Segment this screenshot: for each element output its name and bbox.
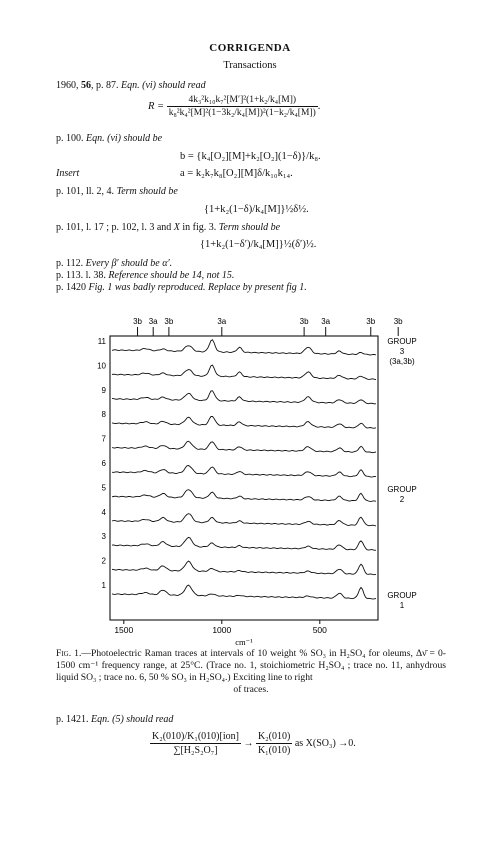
group-label: (3a,3b): [389, 357, 415, 366]
band-label: 3b: [133, 317, 142, 326]
trace-number: 9: [101, 385, 106, 395]
raman-traces: [112, 340, 376, 599]
correction-7: p. 113. l. 38. Reference should be 14, not 15.: [56, 270, 235, 281]
equation-b: b = {k₄[O₂][M]+k₂[O₂](1−δ)}/k₈.: [180, 151, 321, 162]
raman-trace: [112, 537, 376, 550]
trace-number: 2: [101, 556, 106, 566]
band-label: 3a: [321, 317, 331, 326]
x-tick-label: 500: [312, 625, 327, 635]
equation-term-1: {1+k₂(1−δ)/k₄[M]}½δ½.: [204, 204, 309, 215]
correction-2-ref: p. 100. Eqn. (vi) should be: [56, 133, 163, 144]
group-labels: [387, 337, 416, 610]
trace-number: 1: [101, 581, 106, 590]
raman-traces-figure: [96, 317, 446, 647]
trace-number: 7: [101, 434, 106, 444]
group-label: GROUP: [387, 591, 417, 600]
x-axis: [114, 620, 327, 647]
trace-number: 6: [101, 459, 106, 468]
trace-number: 5: [101, 483, 106, 493]
top-band-labels: [133, 317, 403, 336]
group-label: 3: [399, 347, 405, 356]
raman-trace: [112, 391, 376, 404]
raman-trace: [112, 417, 376, 429]
equation-vi-r: R = $\frac{\text{4k₃²k₁₀k₇²[M′]²(1+k₂/k₄[M])}}{\text{k₈²k₄²[M]²(1−3k₂/k₄[M])²(1−k₂/k₄[M])}}$ .: [148, 95, 321, 118]
equation-a: a = k₂k₇k₈[O₂][M]δ/k₁₀k₁₄.: [180, 168, 293, 179]
correction-5-ref: p. 101, l. 17 ; p. 102, l. 3 and X in fig. 3. Term should be: [56, 222, 281, 233]
correction-6: p. 112. Every β′ should be α′.: [56, 258, 173, 269]
insert-label: Insert: [56, 168, 80, 179]
band-label: 3b: [393, 317, 403, 326]
figure-frame: [110, 336, 378, 620]
equation-term-2: {1+k₂(1−δ′)/k₄[M]}½(δ′)½.: [200, 239, 317, 250]
x-axis-unit: cm⁻¹: [235, 637, 253, 647]
band-label: 3b: [366, 317, 376, 326]
group-label: GROUP: [387, 485, 417, 494]
raman-trace: [112, 466, 376, 478]
raman-trace: [112, 441, 376, 453]
correction-9-ref: p. 1421. Eqn. (5) should read: [56, 714, 174, 725]
x-tick-label: 1500: [114, 625, 134, 635]
equation-5: $\frac{\text{K₂(010)/K₁(010)[ion]}}{\text{∑[H₂S₂O₇]}}$ → $\frac{\text{K₂(010)}}{\text{K₁(010)}}$ as X(SO₃) →0.: [152, 731, 356, 756]
correction-8: p. 1420 Fig. 1 was badly reproduced. Replace by present fig 1.: [56, 282, 307, 293]
band-label: 3b: [164, 317, 174, 326]
band-label: 3a: [148, 317, 158, 326]
group-label: GROUP: [387, 337, 417, 346]
x-tick-label: 1000: [212, 625, 232, 635]
raman-trace: [112, 514, 376, 526]
page-title: CORRIGENDA: [209, 42, 291, 54]
correction-1-ref: 1960, 56, p. 87. Eqn. (vi) should read: [56, 80, 206, 91]
band-label: 3b: [299, 317, 309, 326]
correction-4-ref: p. 101, ll. 2, 4. Term should be: [56, 186, 178, 197]
raman-trace: [112, 365, 376, 379]
raman-trace: [112, 561, 376, 575]
trace-number: 8: [101, 410, 106, 420]
band-label: 3a: [217, 317, 227, 326]
raman-trace: [112, 585, 376, 599]
raman-trace: [112, 340, 376, 355]
group-label: 1: [399, 601, 405, 610]
trace-number: 3: [101, 532, 106, 542]
trace-number: 11: [97, 337, 106, 346]
trace-number: 10: [97, 361, 106, 371]
trace-number: 4: [101, 507, 106, 517]
page-subtitle: Transactions: [223, 60, 277, 71]
raman-trace: [112, 490, 376, 502]
group-label: 2: [399, 495, 405, 504]
figure-caption: Fig. 1.—Photoelectric Raman traces at intervals of 10 weight % SO₃ in H₂SO₄ for oleums, Δν̄ = 0-1500 cm⁻¹ frequency range, at 25°C. (Trace no. 1, stoichiometric H₂SO₄ ; trace no. 11, anhydrous liquid SO₃ ; trace no. 6, 50 % SO₃ in H₂SO₄.) Exciting line to right of traces.: [56, 648, 447, 695]
trace-numbers: [97, 337, 106, 590]
